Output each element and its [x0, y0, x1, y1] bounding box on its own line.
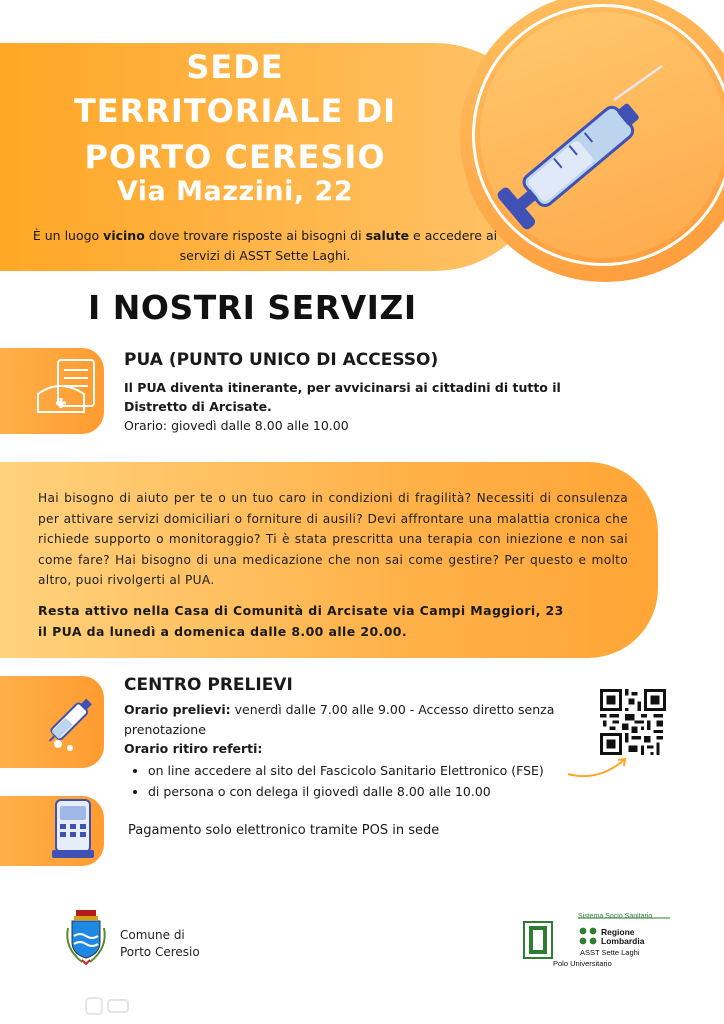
address: Via Mazzini, 22 [116, 176, 354, 207]
list-item: • on line accedere al sito del Fascicolo Sanitario Elettronico (FSE) [148, 760, 544, 781]
polo-label: Polo Universitario [553, 959, 612, 968]
info-emphasis-line1: Resta attivo nella Casa di Comunità di Arcisate via Campi Maggiori, 23 [38, 603, 564, 618]
comune-label [120, 927, 200, 961]
pos-terminal-icon [0, 796, 104, 866]
regione-label [601, 928, 644, 946]
orario-ritiro-label: Orario ritiro referti: [124, 741, 263, 756]
qr-code[interactable] [600, 689, 666, 755]
pua-tab [0, 348, 104, 434]
comune-line2: Porto Ceresio [120, 945, 200, 959]
pua-heading: PUA (PUNTO UNICO DI ACCESSO) [124, 350, 439, 370]
intro-text: È un luogo vicino dove trovare risposte ai bisogni di salute e accedere ai servizi di ASST Sette Laghi. [32, 228, 498, 263]
payment-text: Pagamento solo elettronico tramite POS in sede [128, 823, 440, 838]
info-emphasis-line2: il PUA da lunedì a domenica dalle 8.00 alle 20.00. [38, 624, 408, 639]
centro-prelievi-heading: CENTRO PRELIEVI [124, 675, 293, 695]
info-emphasis [38, 600, 638, 642]
prelievi-tab [0, 676, 104, 768]
payment-tab [0, 796, 104, 866]
asst-label: ASST Sette Laghi [580, 948, 640, 957]
syringe-drops-icon [0, 676, 104, 768]
comune-line1: Comune di [120, 928, 185, 942]
title-line-3: PORTO CERESIO [84, 138, 386, 176]
ritiro-list [132, 760, 544, 802]
services-title: I NOSTRI SERVIZI [88, 288, 417, 327]
arrow-icon [562, 752, 632, 782]
info-text: Hai bisogno di aiuto per te o un tuo caro in condizioni di fragilità? Necessiti di consulenza per attivare servizi domiciliari o forniture di ausili? Devi affrontare una malattia cronica che richiede supporto o monitoraggio? Ti è stata prescritta una terapia con iniezione e non sai come fare? Hai bisogno di una medicazione che non sai come gestire? Per questo e molto altro, puoi rivolgerti al PUA. [38, 491, 628, 587]
syringe-icon [496, 60, 676, 230]
title-line-1: SEDE [186, 48, 284, 86]
list-item: • di persona o con delega il giovedì dalle 8.00 alle 10.00 [148, 781, 544, 802]
faint-logo-icon [84, 996, 132, 1018]
regione-line2: Lombardia [601, 936, 645, 946]
pua-description: Il PUA diventa itinerante, per avvicinarsi ai cittadini di tutto il Distretto di Arcisate. [124, 380, 561, 414]
pua-hours: Orario: giovedì dalle 8.00 alle 10.00 [124, 418, 349, 433]
clipboard-cap-icon [0, 348, 104, 434]
regione-line1: Regione [601, 927, 635, 937]
title-line-2: TERRITORIALE DI [73, 92, 397, 130]
comune-crest-icon [62, 908, 110, 966]
orario-prelievi: Orario prelievi: venerdì dalle 7.00 alle 9.00 - Accesso diretto senza prenotazione [124, 702, 555, 737]
sistema-label: Sistema Socio Sanitario [578, 913, 653, 920]
